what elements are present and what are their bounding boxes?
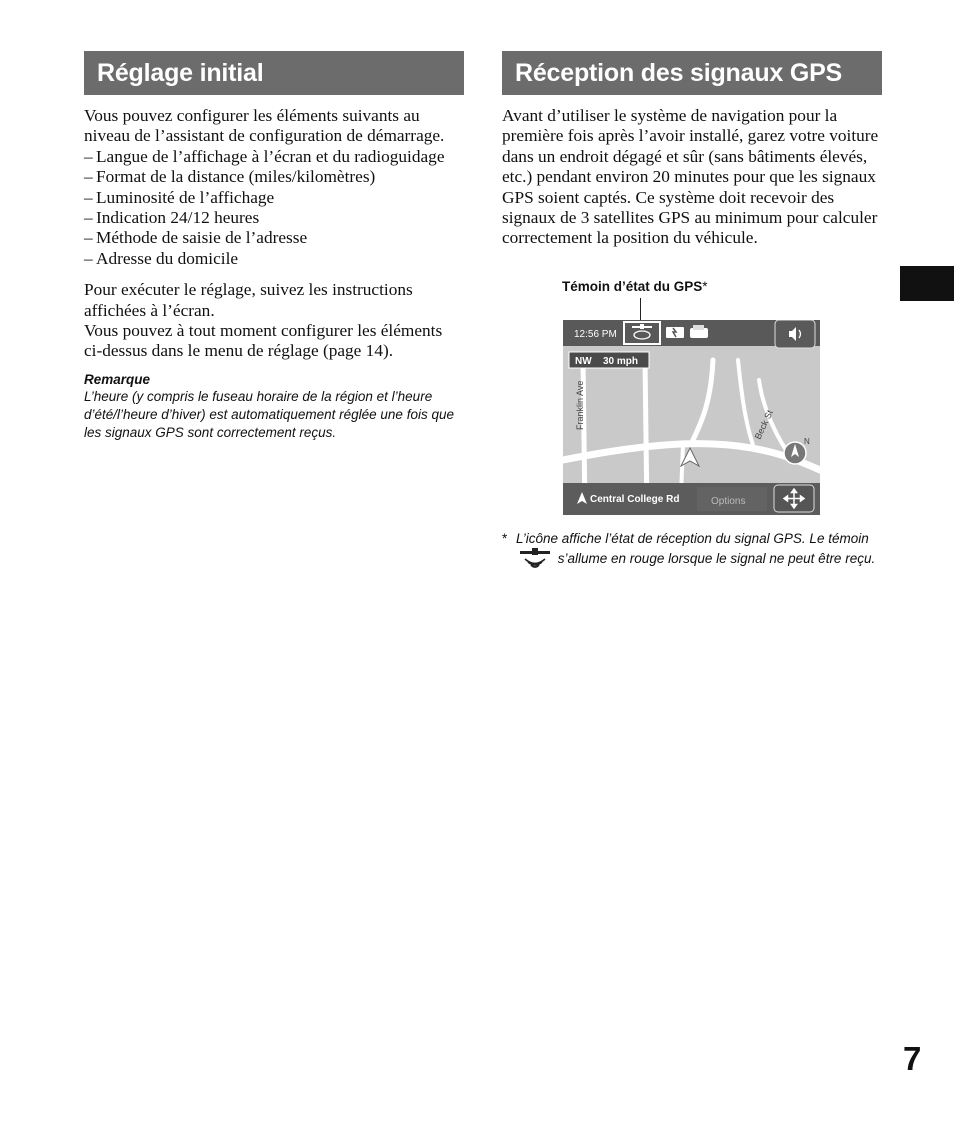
heading-gps-reception: Réception des signaux GPS [502, 51, 882, 95]
note-title: Remarque [84, 371, 151, 387]
options-label: Options [711, 496, 746, 507]
speed-text: 30 mph [603, 356, 639, 367]
heading-initial-setup: Réglage initial [84, 51, 464, 95]
footnote-mark: * [502, 531, 508, 546]
footnote-text-after: s’allume en rouge lorsque le signal ne peut être reçu. [557, 551, 876, 567]
page-number: 7 [903, 1040, 922, 1077]
compass-north-label: N [804, 437, 810, 446]
settings-list [84, 147, 464, 269]
chapter-tab [900, 266, 954, 301]
list-item: – Format de la distance (miles/kilomètres) [84, 167, 464, 187]
intro-paragraph: Vous pouvez configurer les éléments suivants au niveau de l’assistant de configuration de démarrage. [84, 106, 445, 146]
footnote-text-before: L’icône affiche l’état de réception du signal GPS. Le témoin [516, 531, 869, 546]
list-item: – Langue de l’affichage à l’écran et du radioguidage [84, 147, 464, 167]
gps-signal-icon [519, 548, 551, 570]
list-item: – Indication 24/12 heures [84, 208, 464, 228]
figure-label-text: Témoin d’état du GPS [562, 279, 703, 294]
footnote [502, 530, 882, 570]
instructions-paragraph: Pour exécuter le réglage, suivez les instructions affichées à l’écran. [84, 280, 413, 320]
note-text: L’heure (y compris le fuseau horaire de la région et l’heure d’été/l’heure d’hiver) est automatiquement réglée une fois que les signaux GPS sont correctement reçus. [84, 388, 454, 441]
list-item: – Luminosité de l’affichage [84, 188, 464, 208]
figure-label-mark: * [702, 279, 708, 294]
section-initial-setup [84, 51, 464, 443]
battery-icon [666, 327, 684, 338]
navigation-screen [563, 320, 820, 515]
street-label-franklin: Franklin Ave [575, 380, 585, 430]
clock-text: 12:56 PM [574, 329, 617, 340]
callout-line [640, 298, 641, 320]
street-label-beck: Beck St [752, 408, 775, 441]
settings-menu-paragraph: Vous pouvez à tout moment configurer les éléments ci-dessus dans le menu de réglage (page 14). [84, 321, 443, 361]
section-gps-reception [502, 51, 882, 249]
footnote-text [502, 530, 882, 570]
gps-paragraph: Avant d’utiliser le système de navigation pour la première fois après l’avoir installé, garez votre voiture dans un endroit dégagé et sûr (sans bâtiments élevés, etc.) pendant environ 20 minutes pour que les signaux GPS soient captés. Ce système doit recevoir des signaux de 3 satellites GPS au minimum pour calculer correctement la position du véhicule. [502, 106, 879, 248]
list-item: – Adresse du domicile [84, 249, 464, 269]
list-item: – Méthode de saisie de l’adresse [84, 228, 464, 248]
figure-label [562, 279, 708, 294]
heading-direction: NW [575, 356, 592, 367]
current-road-name: Central College Rd [590, 494, 680, 505]
